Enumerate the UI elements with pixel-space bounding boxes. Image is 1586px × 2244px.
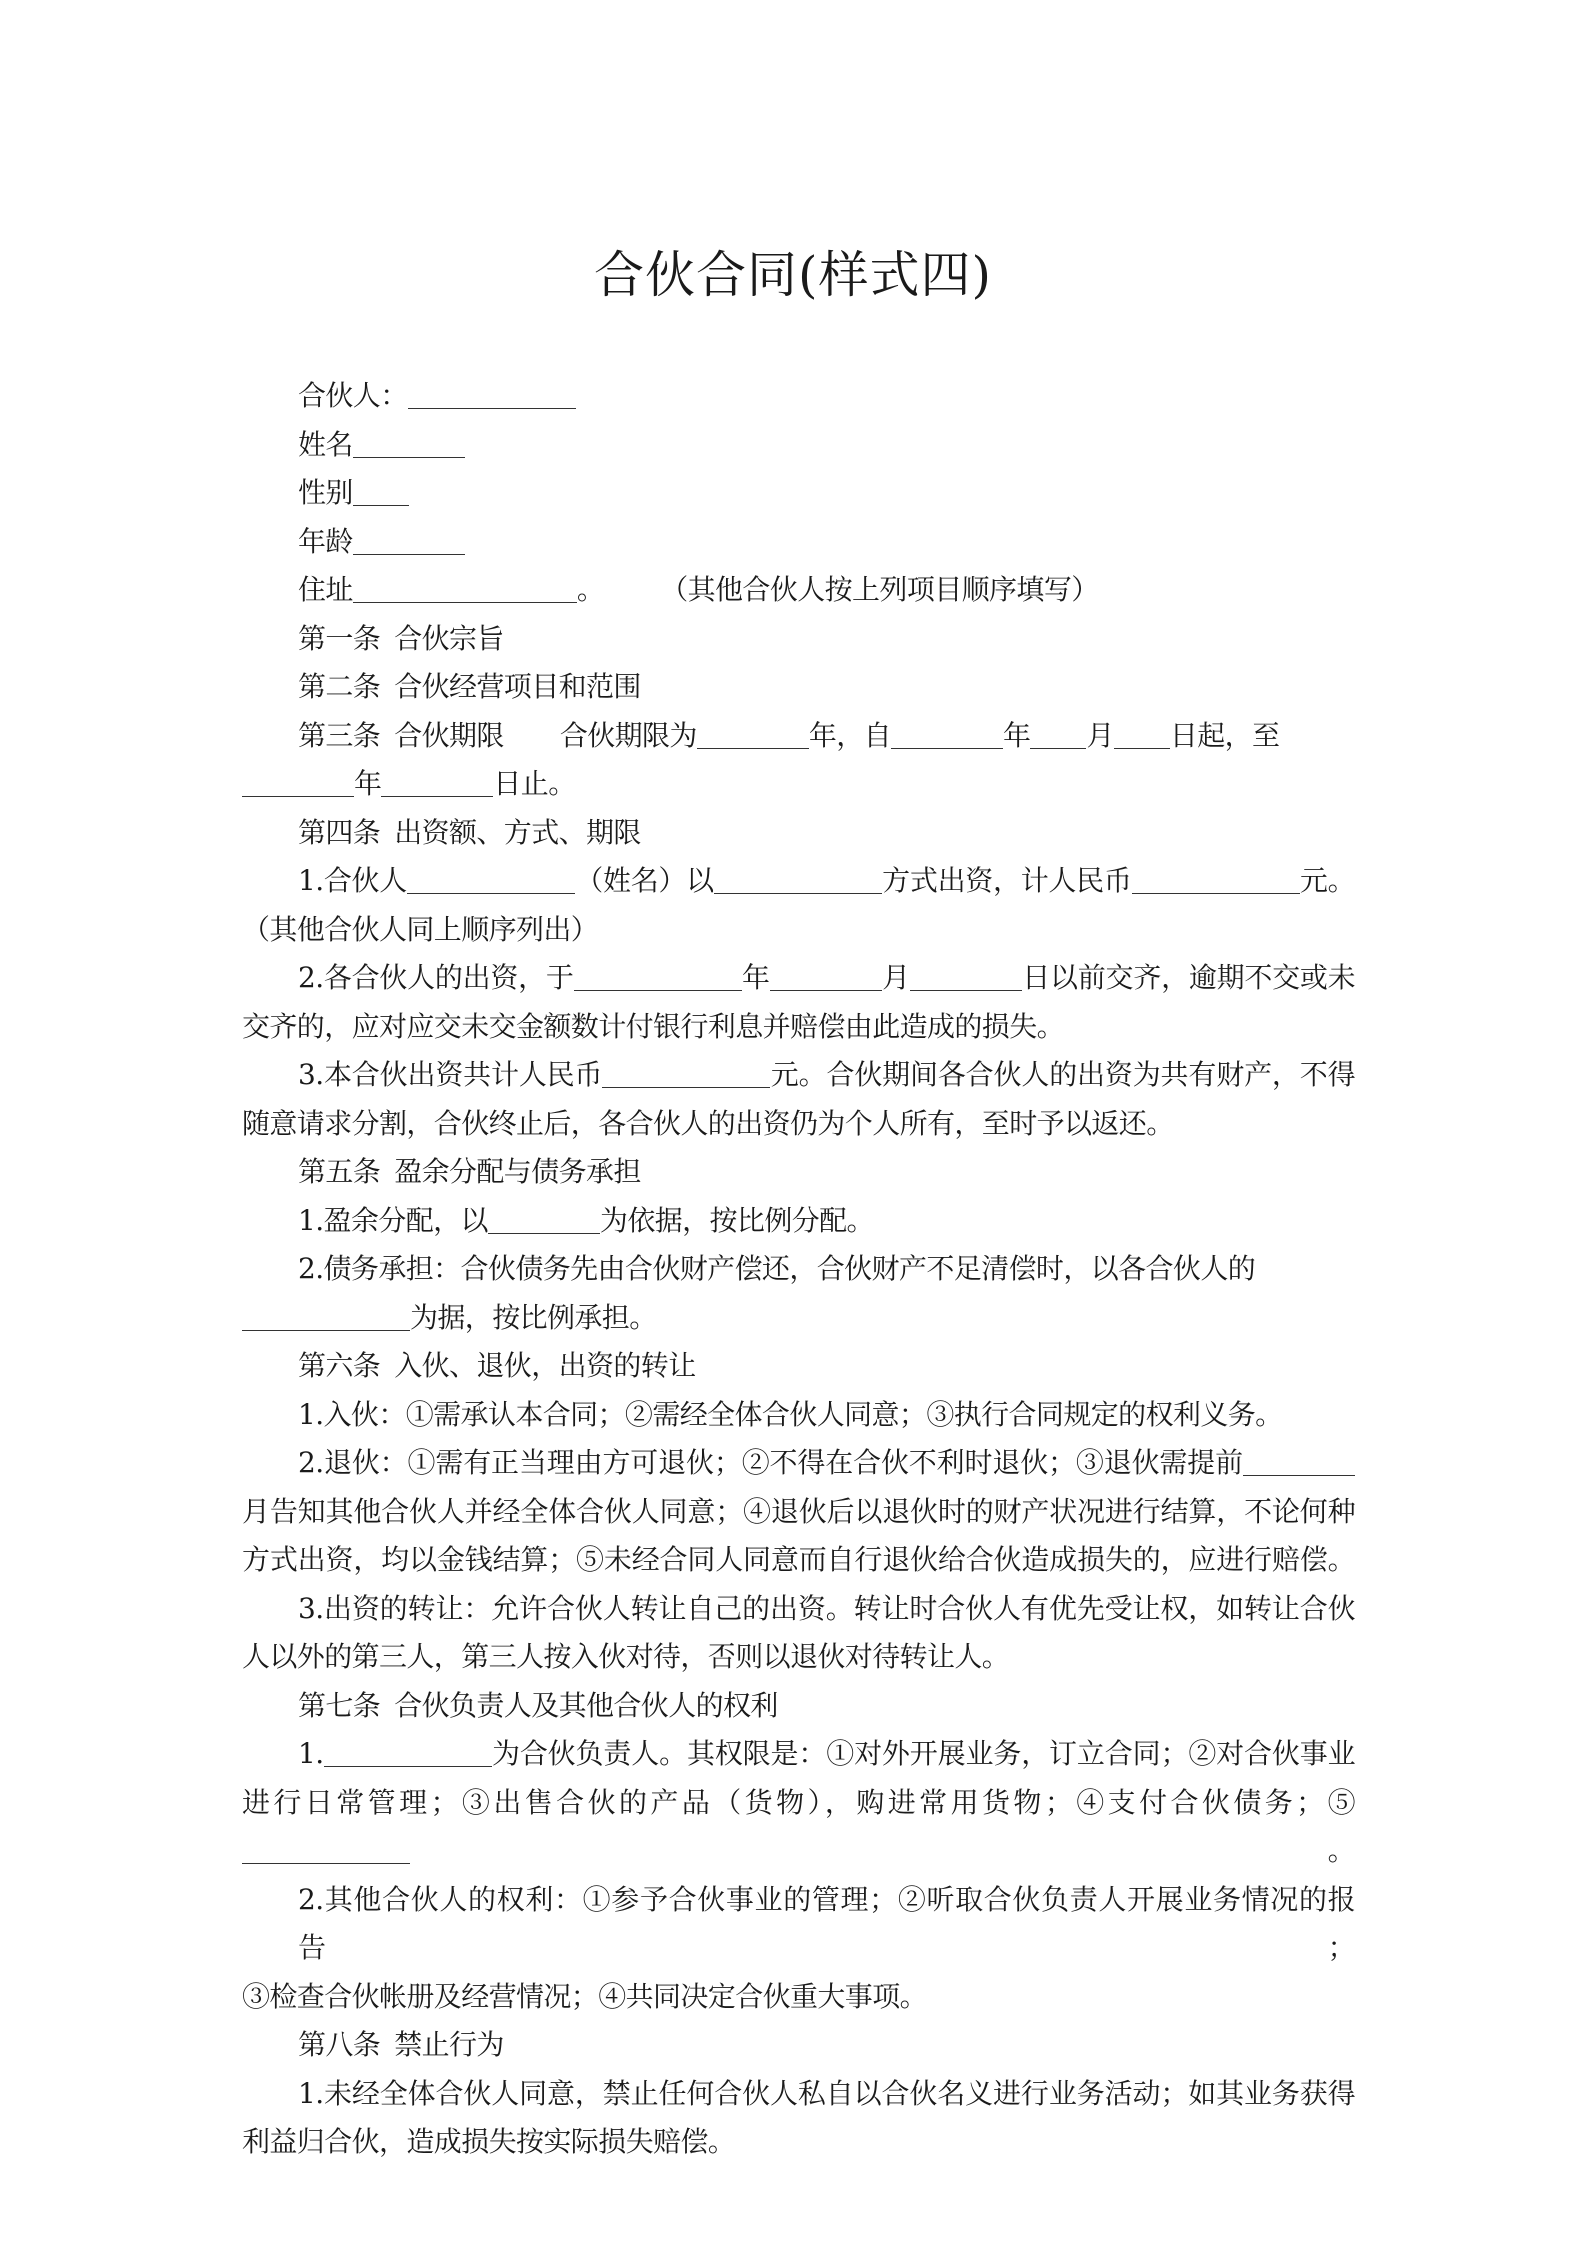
age-line	[242, 518, 1355, 567]
text: 1.盈余分配，以	[298, 1203, 488, 1237]
note: （其他合伙人按上列项目顺序填写）	[660, 573, 1099, 606]
blank-field[interactable]	[910, 959, 1022, 991]
label: 年龄	[298, 524, 353, 558]
article-title: 合伙经营项目和范围	[394, 670, 641, 703]
article-number: 第四条	[298, 815, 381, 849]
article-number: 第七条	[298, 1688, 381, 1722]
blank-field[interactable]	[697, 717, 809, 749]
clause-4-1	[242, 857, 1355, 906]
clause-7-2: 2.其他合伙人的权利：①参予合伙事业的管理；②听取合伙负责人开展业务情况的报告；	[298, 1882, 1355, 1964]
clause-4-2-cont: 交齐的，应对应交未交金额数计付银行利息并赔偿由此造成的损失。	[242, 1009, 1065, 1043]
blank-field[interactable]	[488, 1202, 600, 1234]
label: 姓名	[298, 427, 353, 461]
text: 年	[354, 767, 382, 800]
text: 3.本合伙出资共计人民币	[298, 1058, 603, 1091]
text: 元。	[1299, 864, 1355, 897]
clause-4-3-cont: 随意请求分割，合伙终止后，各合伙人的出资仍为个人所有，至时予以返还。	[242, 1106, 1174, 1140]
blank-field[interactable]	[242, 1832, 410, 1864]
blank-field[interactable]	[1030, 717, 1086, 749]
article-5-heading	[242, 1148, 1355, 1197]
blank-field[interactable]	[242, 1299, 410, 1331]
article-8-heading	[242, 2021, 1355, 2070]
clause-6-2-cont: 月告知其他合伙人并经全体合伙人同意；④退伙后以退伙时的财产状况进行结算，不论何种	[242, 1494, 1355, 1528]
clause-7-1-cont	[242, 1779, 1355, 1876]
text: 年，自	[808, 718, 892, 752]
text: 2.各合伙人的出资，于	[298, 961, 574, 994]
text: 2.退伙：①需有正当理由方可退伙；②不得在合伙不利时退伙；③退伙需提前	[298, 1446, 1243, 1479]
partner-line	[242, 372, 1355, 421]
article-title: 合伙宗旨	[394, 621, 504, 655]
article-3-line	[242, 712, 1355, 761]
clause-7-1	[242, 1730, 1355, 1779]
text: 。	[410, 1834, 1355, 1867]
clause-6-3: 3.出资的转让：允许合伙人转让自己的出资。转让时合伙人有优先受让权，如转让合伙	[298, 1591, 1355, 1625]
text: 合伙期限为	[559, 718, 697, 752]
text: 年	[1003, 718, 1031, 752]
clause-6-2-cont2: 方式出资，均以金钱结算；⑤未经合同人同意而自行退伙给合伙造成损失的，应进行赔偿。	[242, 1543, 1355, 1576]
clause-5-2-cont	[242, 1294, 1355, 1343]
blank-field[interactable]	[353, 426, 465, 458]
article-6-heading	[242, 1342, 1355, 1391]
label: 住址	[298, 573, 353, 606]
text: 元。合伙期间各合伙人的出资为共有财产，不得	[770, 1058, 1355, 1091]
text: 为合伙负责人。其权限是：①对外开展业务，订立合同；②对合伙事业	[491, 1737, 1355, 1770]
text: 进行日常管理；③出售合伙的产品（货物），购进常用货物；④支付合伙债务；⑤	[242, 1785, 1355, 1819]
text: 日起，至	[1169, 718, 1280, 752]
blank-field[interactable]	[891, 717, 1003, 749]
text: 年	[741, 961, 770, 994]
clause-8-1-cont: 利益归合伙，造成损失按实际损失赔偿。	[242, 2125, 736, 2158]
text: 日以前交齐，逾期不交或未	[1021, 961, 1356, 994]
blank-field[interactable]	[353, 523, 465, 555]
blank-field[interactable]	[1132, 862, 1300, 894]
article-2-heading	[242, 663, 1355, 712]
text: 1.	[298, 1737, 324, 1770]
blank-field[interactable]	[1243, 1444, 1355, 1476]
article-number: 第六条	[298, 1349, 381, 1382]
article-3-line-2	[242, 760, 1355, 809]
blank-field[interactable]	[714, 862, 882, 894]
blank-field[interactable]	[770, 959, 882, 991]
text: 月	[1086, 718, 1114, 752]
text: 为据，按比例承担。	[410, 1300, 657, 1334]
clause-6-3-cont: 人以外的第三人，第三人按入伙对待，否则以退伙对待转让人。	[242, 1640, 1010, 1673]
article-title: 出资额、方式、期限	[394, 815, 641, 849]
clause-5-2: 2.债务承担：合伙债务先由合伙财产偿还，合伙财产不足清偿时，以各合伙人的	[298, 1252, 1256, 1285]
text: 月	[881, 961, 910, 994]
article-number: 第一条	[298, 621, 381, 655]
text: 为依据，按比例分配。	[599, 1203, 874, 1237]
article-title: 盈余分配与债务承担	[394, 1155, 641, 1188]
clause-5-1	[242, 1197, 1355, 1246]
contract-body	[242, 372, 1355, 2167]
name-line	[242, 421, 1355, 470]
article-number: 第二条	[298, 670, 381, 703]
text: 日止。	[493, 767, 576, 800]
text: 1.合伙人	[298, 864, 407, 897]
article-number: 第八条	[298, 2028, 381, 2061]
article-number: 第五条	[298, 1155, 381, 1188]
article-title: 合伙负责人及其他合伙人的权利	[394, 1688, 778, 1722]
blank-field[interactable]	[353, 571, 577, 603]
document-title: 合伙合同(样式四)	[593, 246, 992, 304]
blank-field[interactable]	[242, 765, 354, 797]
clause-4-2	[242, 954, 1355, 1003]
label: 性别	[298, 476, 353, 509]
article-number: 第三条	[298, 718, 381, 752]
clause-7-2-cont: ③检查合伙帐册及经营情况；④共同决定合伙重大事项。	[242, 1979, 928, 2013]
gender-line	[242, 469, 1355, 518]
article-4-heading	[242, 809, 1355, 858]
blank-field[interactable]	[1114, 717, 1170, 749]
clause-6-2	[242, 1439, 1355, 1488]
blank-field[interactable]	[407, 862, 575, 894]
article-7-heading	[242, 1682, 1355, 1731]
text: 。	[576, 573, 605, 606]
article-1-heading	[242, 615, 1355, 664]
blank-field[interactable]	[408, 377, 576, 409]
clause-8-1: 1.未经全体合伙人同意，禁止任何合伙人私自以合伙名义进行业务活动；如其业务获得	[298, 2076, 1355, 2110]
label: 合伙人：	[298, 379, 408, 412]
clause-4-3	[242, 1051, 1355, 1100]
clause-4-1-note: （其他合伙人同上顺序列出）	[242, 912, 599, 946]
clause-6-1: 1.入伙：①需承认本合同；②需经全体合伙人同意；③执行合同规定的权利义务。	[298, 1397, 1283, 1431]
text: （姓名）以	[574, 864, 714, 897]
blank-field[interactable]	[324, 1735, 492, 1767]
article-title: 禁止行为	[394, 2028, 504, 2061]
text: 方式出资，计人民币	[881, 864, 1132, 897]
article-title: 合伙期限	[394, 718, 504, 752]
blank-field[interactable]	[381, 765, 493, 797]
article-title: 入伙、退伙，出资的转让	[394, 1349, 696, 1382]
blank-field[interactable]	[353, 474, 409, 506]
blank-field[interactable]	[602, 1056, 770, 1088]
address-line	[242, 566, 1355, 615]
blank-field[interactable]	[574, 959, 742, 991]
